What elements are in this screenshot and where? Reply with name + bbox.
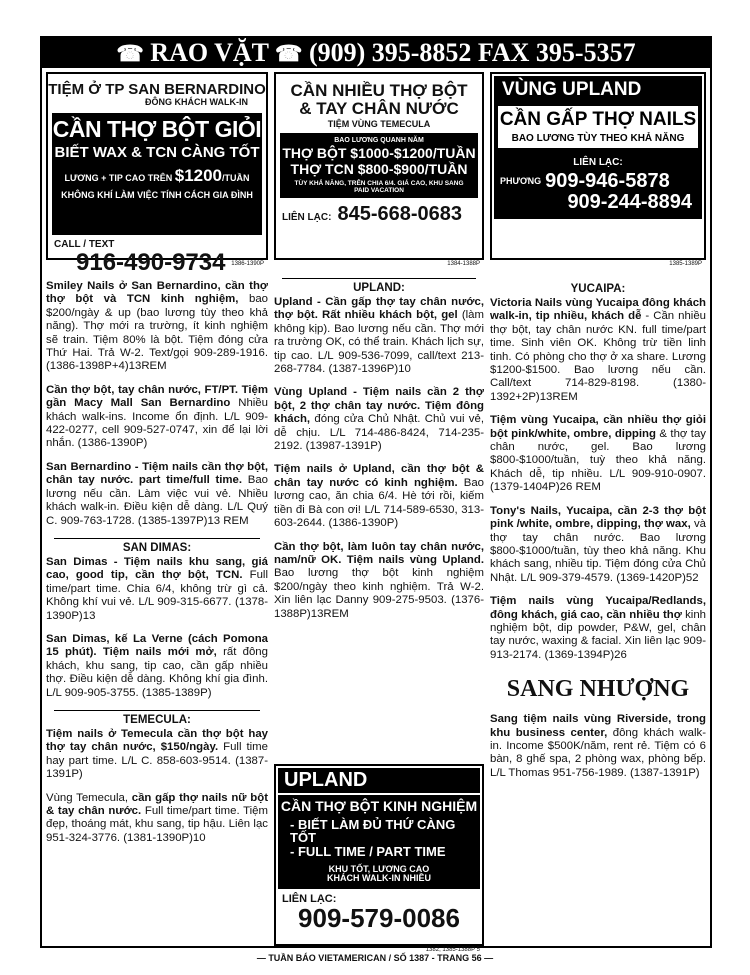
listing: Tony's Nails, Yucaipa, cần 2-3 thợ bột pink /white, ombre, dipping, thợ wax, và thợ tay chân nước. Bao lương $800-$1000/tuần, tùy theo khả năng. Khu khách sang, nhiều tip. Tiệm đóng cửa Chủ Nhật. L/L 909-379-4579. (1369-1420P)52 bbox=[490, 504, 706, 584]
ad-line: KHÔNG KHÍ LÀM VIỆC TÍNH CÁCH GIA ĐÌNH bbox=[61, 189, 253, 200]
section-heading: YUCAIPA: bbox=[570, 283, 626, 295]
ad-highlight bbox=[494, 76, 702, 219]
ad-line: BAO LƯƠNG TÙY THEO KHẢ NĂNG bbox=[511, 132, 685, 144]
ad-highlight bbox=[278, 795, 480, 889]
ad-line: THỢ TCN $800-$900/TUẦN bbox=[290, 161, 468, 178]
listing: San Dimas, kế La Verne (cách Pomona 15 phút). Tiệm nails mới mở, rất đông khách, khu sang, tip cao, cần gấp nhiều thợ. Điều kiện dễ dàng. Không khí gia đình. L/L 909-905-3755. (1385-1389P) bbox=[46, 632, 268, 699]
ad-contact-label: LIÊN LẠC: bbox=[282, 212, 332, 224]
ad-line: TIỆM Ở TP SAN BERNARDINO bbox=[48, 81, 266, 98]
ad-contact-name: PHƯƠNG bbox=[500, 176, 542, 187]
classifieds-list bbox=[490, 280, 706, 780]
classifieds-list bbox=[274, 278, 484, 621]
section-heading: TEMECULA: bbox=[54, 710, 260, 726]
page-header bbox=[42, 38, 710, 68]
ad-phone: 909-579-0086 bbox=[298, 903, 460, 934]
ad-line: TÙY KHẢ NĂNG, TRÊN CHIA 6/4. GIÁ CAO, KHU SANG bbox=[294, 179, 464, 187]
ad-line: ĐÔNG KHÁCH WALK-IN bbox=[145, 96, 248, 107]
header-phone: (909) 395-8852 bbox=[308, 38, 472, 67]
header-title: RAO VẶT bbox=[150, 38, 269, 67]
listing: Upland - Cần gấp thợ tay chân nước, thợ bột. Rất nhiều khách bột, gel (làm không kịp). Bao lương nếu cần. Thợ mới ra trường OK, có thể train. Khách lịch sự, tip cao. L/L 909-536-7099, call/text 213-268-7784. (1387-1396P)10 bbox=[274, 296, 484, 376]
ad-line: KHU TỐT, LƯƠNG CAO bbox=[328, 863, 430, 874]
page-footer: — TUẦN BÁO VIETAMERICAN / SỐ 1387 - TRANG 56 — bbox=[256, 953, 494, 963]
ad-highlight bbox=[280, 133, 478, 198]
ad-line: - BIẾT LÀM ĐỦ THỨ CÀNG TỐT bbox=[290, 816, 456, 846]
listing: Smiley Nails ở San Bernardino, cần thợ thợ bột và TCN kinh nghiệm, bao $200/ngày & up (bao lương tùy theo khả năng). Thợ mới ra trường, ít kinh nghiệm sẽ train. Tiệm 80% là bột. Tiệm đóng cửa Thứ Hai. Trả W-2. Text/gọi 909-289-1916. (1386-1398P+4)13REM bbox=[46, 280, 269, 373]
header-fax: FAX 395-5357 bbox=[477, 38, 636, 67]
ad-line: BIẾT WAX & TCN CÀNG TỐT bbox=[54, 144, 260, 162]
ad-headline: CẦN GẤP THỢ NAILS bbox=[499, 108, 697, 130]
ad-inset bbox=[498, 106, 698, 148]
ad-contact-label: LIÊN LẠC: bbox=[573, 157, 623, 169]
listing: Sang tiệm nails vùng Riverside, trong khu business center, đông khách walk-in. Income $500K/năm, rent rẻ. Tiệm có 6 bàn, 8 ghế spa, 2 phòng wax, phòng bếp. L/L Thomas 951-756-1989. (1387-1391P) bbox=[490, 713, 707, 779]
phone-icon: ☎ bbox=[275, 41, 303, 66]
listing: San Bernardino - Tiệm nails cần thợ bột, chân tay nước. part time/full time. Bao lương nếu cần. Làm việc vui vẻ. Nhiều khách walk-in. Điều kiện dễ dàng. L/L Quý C. 909-763-1728. (1385-1397P)13 REM bbox=[46, 460, 268, 527]
ad-highlight bbox=[52, 113, 262, 235]
listing: Tiệm nails ở Upland, cần thợ bột & chân tay nước có kinh nghiệm. Bao lương cao, ăn chia 6/4. Hè tới rồi, kiếm tiền đi Bà con ơi! L/L 714-589-6530, 313-603-2644. (1386-1390P) bbox=[274, 463, 485, 530]
listing: Tiệm nails vùng Yucaipa/Redlands, đông khách, giá cao, cần nhiều thợ kinh nghiệm bột, dip powder, P&W, gel, chân tay nước, waxing & facial. Xin liên lạc 909-913-2174. (1369-1394P)26 bbox=[490, 595, 706, 661]
ad-code: 1385-1389P bbox=[669, 261, 702, 267]
ad-line: PAID VACATION bbox=[354, 186, 404, 194]
listing: Victoria Nails vùng Yucaipa đông khách walk-in, tip nhiều, khách dễ - Cần nhiều thợ bột, tay chân nước KN. full time/part time. Sinh viên OK. Không trừ tiền linh tinh. Có phòng cho thợ ở xa share. Lương $1200-$1500. Bao lương nếu cần. Call/text 714-829-8198. (1380-1392+2P)13REM bbox=[490, 297, 706, 403]
section-heading: SAN DIMAS: bbox=[54, 538, 260, 554]
ad-line: LƯƠNG + TIP CAO TRÊN $1200/TUẦN bbox=[64, 166, 250, 186]
ad-code: 1384-1388P bbox=[447, 261, 480, 267]
ad-line: BAO LƯƠNG QUANH NĂM bbox=[334, 137, 424, 145]
listing: Vùng Temecula, cần gấp thợ nails nữ bột & tay chân nước. Full time/part time. Tiệm đẹp, thoáng mát, khu sang, tip hậu. Liên lạc 951-324-3776. (1381-1390P)10 bbox=[46, 791, 268, 844]
ad-upland bbox=[274, 764, 484, 953]
column-2 bbox=[274, 72, 485, 953]
ad-contact-label: LIÊN LẠC: bbox=[282, 893, 337, 906]
classifieds-list bbox=[46, 280, 268, 845]
ad-line: KHÁCH WALK-IN NHIỀU bbox=[327, 873, 431, 884]
listing: Tiệm vùng Yucaipa, cần nhiều thợ giỏi bột pink/white, ombre, dipping & thợ tay chân nước, gel. Bao lương $800-$1000/tuần, tuỳ theo khả năng. Khách dễ, tip nhiều. L/L 909-910-0907. (1379-1404P)26 REM bbox=[490, 414, 706, 494]
phone-icon: ☎ bbox=[116, 41, 144, 66]
ad-line: TIỆM VÙNG TEMECULA bbox=[327, 118, 431, 129]
ad-contact bbox=[282, 204, 482, 225]
ad-line: THỢ BỘT $1000-$1200/TUẦN bbox=[282, 145, 476, 162]
ad-contact bbox=[494, 171, 702, 192]
ad-temecula bbox=[274, 72, 484, 267]
ad-code: 1386-1390P bbox=[231, 261, 264, 267]
ad-contact-label: CALL / TEXT bbox=[54, 239, 115, 251]
listing: Tiệm nails ở Temecula cần thợ bột hay thợ tay chân nước, $150/ngày. Full time hay part time. L/L C. 858-603-9514. (1387-1391P) bbox=[46, 727, 268, 781]
ad-phone: 909-244-8894 bbox=[567, 190, 692, 213]
ad-headline: CẦN NHIỀU THỢ BỘT bbox=[290, 81, 468, 100]
ad-phone: 845-668-0683 bbox=[337, 203, 463, 226]
listing: Vùng Upland - Tiệm nails cần 2 thợ bột, 2 thợ chân tay nước. Tiệm đông khách, đóng cửa Chủ Nhật. Chủ vui vẻ, dễ chịu. L/L 714-486-8424, 714-235-2192. (13987-1391P) bbox=[274, 386, 484, 453]
listing: San Dimas - Tiệm nails khu sang, giá cao, good tip, cần thợ bột, TCN. Full time/part time. Chia 6/4, không trừ gì cả. Không khí vui vẻ. L/L 909-315-6677. (1378-1390P)13 bbox=[46, 555, 268, 622]
ad-headline: & TAY CHÂN NƯỚC bbox=[299, 98, 459, 118]
ad-phone: 909-946-5878 bbox=[545, 169, 670, 192]
ad-san-bernardino bbox=[46, 72, 268, 277]
listing: Cần thợ bột, tay chân nước, FT/PT. Tiệm gần Macy Mall San Bernardino Nhiều khách walk-ins. Income ổn định. L/L 909-422-0277, cell 909-527-0747, xin để lại lời nhắn. (1386-1390P) bbox=[46, 383, 268, 450]
column-1 bbox=[46, 72, 268, 855]
ad-headline: UPLAND bbox=[278, 768, 480, 793]
section-heading: UPLAND: bbox=[282, 278, 476, 294]
listing: Cần thợ bột, làm luôn tay chân nước, nam/nữ OK. Tiệm nails vùng Upland. Bao lương thợ bột kinh nghiệm $200/ngày theo kinh nghiệm. Trả W-2. Xin liên lạc Danny 909-275-9503. (1376-1388P)13REM bbox=[274, 540, 484, 620]
ad-upland-nails bbox=[490, 72, 706, 267]
ad-code: 1382, 1385-1388P 5 bbox=[425, 947, 480, 953]
section-heading-large: SANG NHƯỢNG bbox=[506, 676, 690, 703]
ad-line: CẦN THỢ BỘT KINH NGHIỆM bbox=[280, 798, 478, 814]
page-frame bbox=[40, 36, 712, 953]
ad-phone: 916-490-9734 bbox=[76, 249, 226, 277]
ad-headline: VÙNG UPLAND bbox=[502, 79, 642, 100]
ad-headline: CẦN THỢ BỘT GIỎI bbox=[52, 116, 262, 143]
column-3 bbox=[490, 72, 706, 790]
ad-line: - FULL TIME / PART TIME bbox=[290, 843, 446, 859]
